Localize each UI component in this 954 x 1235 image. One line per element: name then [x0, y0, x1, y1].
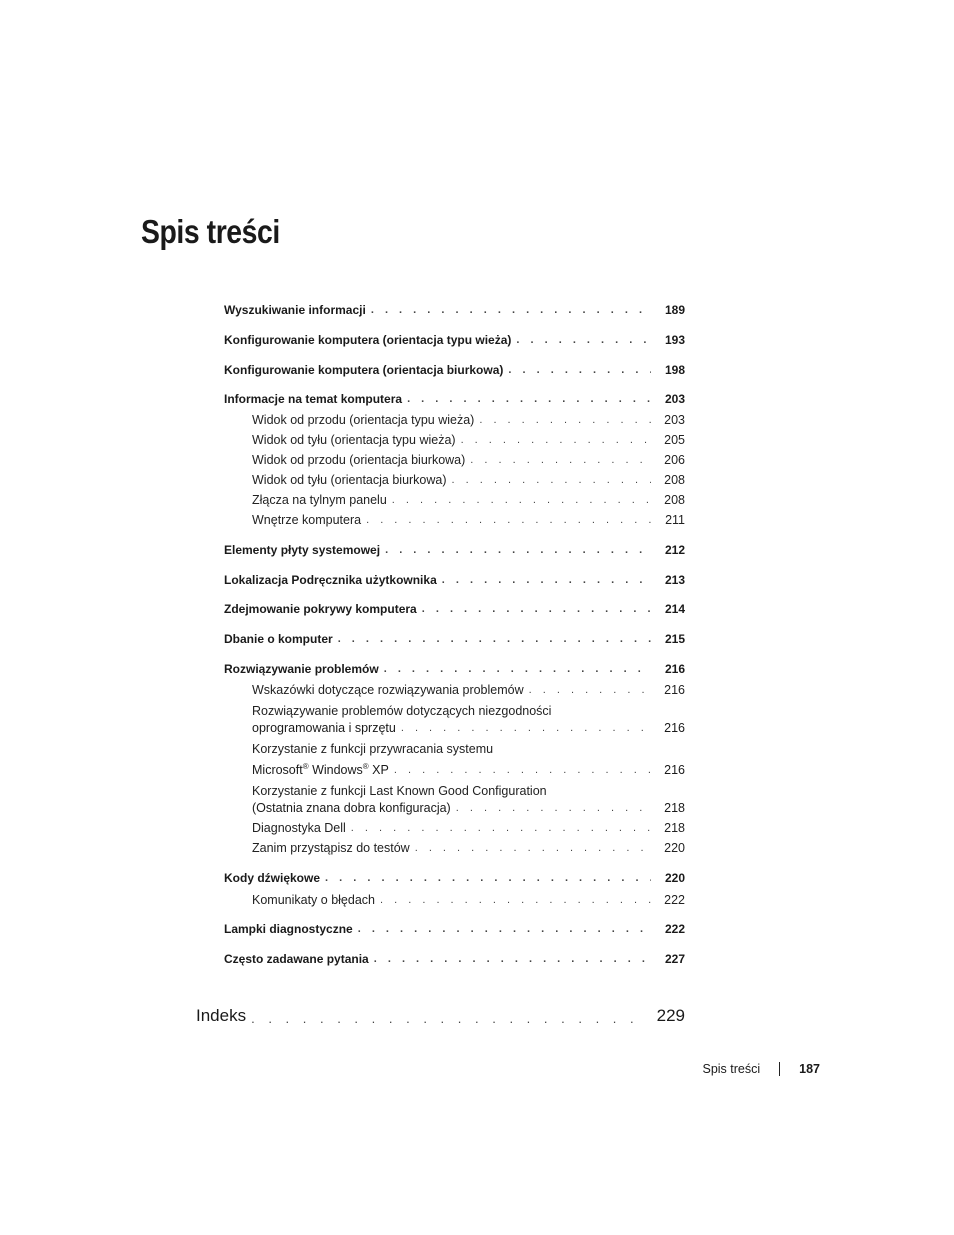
- toc-entry-label: Lampki diagnostyczne: [224, 922, 353, 936]
- toc-entry[interactable]: [224, 302, 685, 319]
- dot-leader: [452, 472, 651, 489]
- dot-leader: [461, 432, 651, 449]
- dot-leader: [442, 572, 651, 589]
- toc-subentry-label: Widok od tyłu (orientacja biurkowa): [252, 473, 447, 487]
- dot-leader: [401, 720, 651, 737]
- toc-subentry[interactable]: [224, 472, 685, 489]
- dot-leader: [384, 661, 651, 678]
- footer-divider: [779, 1062, 780, 1076]
- dot-leader: [374, 951, 651, 968]
- toc-subentry[interactable]: [224, 820, 685, 837]
- toc-subentry-page: 216: [664, 683, 685, 697]
- dot-leader: [392, 492, 651, 509]
- toc-entry-page: 222: [664, 922, 685, 936]
- dot-leader: [456, 800, 651, 817]
- toc-entry-page: 216: [664, 662, 685, 676]
- dot-leader: [529, 682, 651, 699]
- toc-entry-page: 212: [664, 543, 685, 557]
- toc-subentry-label: oprogramowania i sprzętu: [252, 721, 396, 735]
- toc-subentry-label: [252, 758, 389, 779]
- page-footer: [702, 1062, 820, 1076]
- toc-entry-page: 227: [664, 952, 685, 966]
- toc-entry-label: Zdejmowanie pokrywy komputera: [224, 602, 417, 616]
- toc-subentry-page: 222: [664, 893, 685, 907]
- windows-text: Windows: [308, 763, 363, 777]
- toc-entry-label: Dbanie o komputer: [224, 632, 333, 646]
- toc-subentry-label: Komunikaty o błędach: [252, 893, 375, 907]
- dot-leader: [351, 820, 651, 837]
- page-number: 187: [799, 1062, 820, 1076]
- toc-subentry[interactable]: [224, 512, 685, 529]
- toc-subentry-label: Widok od tyłu (orientacja typu wieża): [252, 433, 456, 447]
- toc-subentry[interactable]: [224, 682, 685, 699]
- toc-entry-page: 193: [664, 333, 685, 347]
- dot-leader: [394, 762, 651, 779]
- toc-subentry-page: 203: [664, 413, 685, 427]
- toc-entry-label: Lokalizacja Podręcznika użytkownika: [224, 573, 437, 587]
- toc-subentry-label-line1: Rozwiązywanie problemów dotyczących niezgodności: [252, 704, 552, 718]
- toc-entry-page: 213: [664, 573, 685, 587]
- toc-subentry-label: Wnętrze komputera: [252, 513, 362, 527]
- toc-entry[interactable]: [224, 542, 685, 559]
- toc-subentry-page: 208: [664, 473, 685, 487]
- toc-entry-label: Konfigurowanie komputera (orientacja typu wieża): [224, 333, 512, 347]
- toc-subentry-label: Widok od przodu (orientacja typu wieża): [252, 413, 475, 427]
- dot-leader: [251, 1010, 645, 1027]
- toc-entry[interactable]: [224, 601, 685, 618]
- toc-subentry[interactable]: [224, 452, 685, 469]
- toc-entry[interactable]: [224, 661, 685, 678]
- toc-subentry-page: 208: [664, 493, 685, 507]
- toc-subentry-page: 211: [665, 513, 685, 527]
- toc-subentry-page: 206: [664, 453, 685, 467]
- toc-entry[interactable]: [224, 631, 685, 648]
- index-label: Indeks: [196, 1006, 247, 1025]
- toc-subentry[interactable]: [224, 741, 685, 779]
- toc-subentry[interactable]: [224, 783, 685, 817]
- dot-leader: [325, 870, 651, 887]
- toc-entry-page: 203: [664, 392, 685, 406]
- dot-leader: [415, 840, 651, 857]
- toc-entry-page: 189: [664, 303, 685, 317]
- dot-leader: [470, 452, 651, 469]
- toc-subentry-label: Diagnostyka Dell: [252, 821, 346, 835]
- toc-subentry-label: (Ostatnia znana dobra konfiguracja): [252, 801, 451, 815]
- toc-subentry-label: Widok od przodu (orientacja biurkowa): [252, 453, 466, 467]
- microsoft-text: Microsoft: [252, 763, 303, 777]
- dot-leader: [508, 362, 651, 379]
- toc-entry-page: 198: [664, 363, 685, 377]
- toc-subentry-page: 216: [664, 763, 685, 777]
- dot-leader: [479, 412, 651, 429]
- toc-entry-label: Informacje na temat komputera: [224, 392, 403, 406]
- toc-entry-label: Często zadawane pytania: [224, 952, 369, 966]
- registered-mark: ®: [302, 762, 309, 771]
- toc-subentry-page: 220: [664, 841, 685, 855]
- toc-subentry[interactable]: [224, 432, 685, 449]
- dot-leader: [407, 391, 651, 408]
- dot-leader: [366, 512, 651, 529]
- toc-entry[interactable]: [224, 572, 685, 589]
- toc-subentry-page: 218: [664, 801, 685, 815]
- toc-entry-label: Elementy płyty systemowej: [224, 543, 381, 557]
- toc-entry[interactable]: [224, 921, 685, 938]
- page-title: Spis treści: [141, 213, 280, 250]
- toc-entry-page: 220: [664, 871, 685, 885]
- toc-subentry-page: 205: [664, 433, 685, 447]
- toc-entry-label: Konfigurowanie komputera (orientacja biurkowa): [224, 363, 504, 377]
- toc-subentry-page: 218: [664, 821, 685, 835]
- xp-text: XP: [368, 763, 389, 777]
- toc-entry[interactable]: [224, 951, 685, 968]
- toc-entry-page: 215: [664, 632, 685, 646]
- toc-subentry[interactable]: [224, 703, 685, 737]
- footer-section-title: Spis treści: [702, 1062, 761, 1076]
- toc-entry[interactable]: [224, 870, 685, 887]
- toc-entry[interactable]: [224, 362, 685, 379]
- toc-subentry[interactable]: [224, 492, 685, 509]
- toc-subentry-label-line1: Korzystanie z funkcji Last Known Good Configuration: [252, 784, 547, 798]
- toc-entry-label: Kody dźwiękowe: [224, 871, 321, 885]
- toc-subentry-label: Zanim przystąpisz do testów: [252, 841, 410, 855]
- toc-subentry-page: 216: [664, 721, 685, 735]
- toc-entry-label: Rozwiązywanie problemów: [224, 662, 379, 676]
- toc-subentry[interactable]: [224, 892, 685, 909]
- toc-entry[interactable]: [224, 391, 685, 408]
- table-of-contents: [224, 302, 685, 968]
- dot-leader: [516, 332, 651, 349]
- index-entry[interactable]: [196, 1005, 685, 1027]
- dot-leader: [358, 921, 651, 938]
- dot-leader: [385, 542, 651, 559]
- dot-leader: [380, 892, 651, 909]
- dot-leader: [338, 631, 651, 648]
- toc-entry-page: 214: [664, 602, 685, 616]
- toc-entry[interactable]: [224, 332, 685, 349]
- dot-leader: [422, 601, 651, 618]
- toc-subentry[interactable]: [224, 412, 685, 429]
- toc-subentry-label-line1: Korzystanie z funkcji przywracania systemu: [252, 742, 494, 756]
- dot-leader: [371, 302, 651, 319]
- toc-entry-label: Wyszukiwanie informacji: [224, 303, 366, 317]
- toc-subentry[interactable]: [224, 840, 685, 857]
- toc-subentry-label: Złącza na tylnym panelu: [252, 493, 387, 507]
- registered-mark: ®: [362, 762, 369, 771]
- index-page: 229: [656, 1006, 685, 1025]
- toc-subentry-label: Wskazówki dotyczące rozwiązywania problemów: [252, 683, 524, 697]
